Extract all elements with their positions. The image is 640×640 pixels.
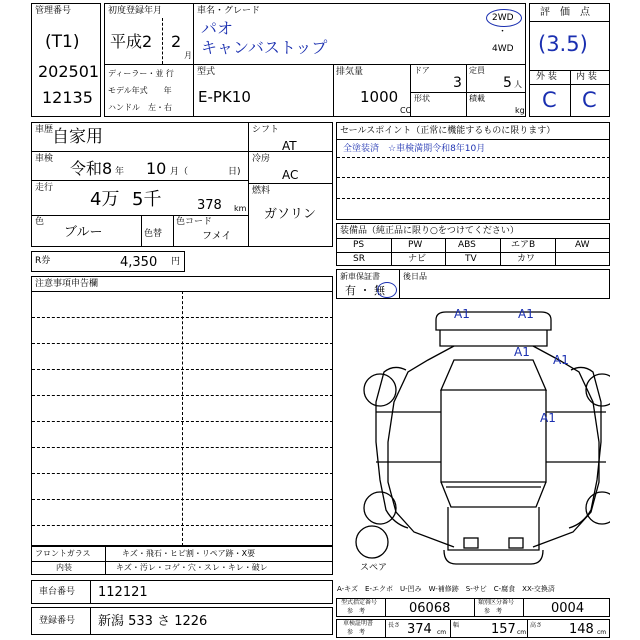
recycle-value: 4,350 [120,255,158,270]
sales-point-label: セールスポイント（正常に機能するものに限ります） [340,126,556,136]
mileage-thousands: 5千 [132,189,162,210]
history-label: 車歴 [35,125,54,135]
plate-label: 登録番号 [39,616,76,626]
equip-ps: PS [353,240,365,250]
classification-label-ref: 参 考 [484,608,503,615]
plate-box [31,607,333,635]
displacement-label: 排気量 [336,67,364,77]
first-registration-era: 平成2 [110,32,153,51]
inspection-label: 車検 [35,154,54,164]
front-glass-text: キズ・飛石・ヒビ割・リペア跡・X要 [122,549,256,558]
handle-label: ハンドル 左・右 [108,103,172,112]
model-type: E-PK10 [198,88,251,106]
chassis-number: 112121 [98,585,148,600]
vehicle-info-box [104,3,526,117]
displacement-unit: CC [400,106,412,115]
equip-airbag: エアB [511,240,536,250]
damage-mark-right-front: A1 [514,345,530,359]
length-value: 374 [407,622,432,637]
equipment-label: 装備品（純正品に限り○をつけてください） [340,226,519,236]
recycle-label: R券 [35,256,51,266]
sales-point-line-1: 全塗装済 ☆車検満期令和8年10月 [343,144,486,154]
history-box [31,122,333,247]
damage-mark-front-right: A1 [518,307,534,321]
capacity-unit: 人 [514,80,522,89]
color-change-label: 色替 [144,229,163,239]
month-unit: 月 [184,51,192,60]
interior-condition-text: キズ・汚レ・コゲ・穴・スレ・キレ・破レ [116,563,268,572]
length-label: 長さ [388,622,401,629]
color-label: 色 [35,217,45,227]
drive-separator: ・ [498,27,508,37]
mileage-rest: 378 [197,198,222,213]
management-box [31,3,101,117]
chassis-label: 車台番号 [39,587,76,597]
notes-label: 注意事項申告欄 [35,279,99,289]
equipment-box [336,223,610,266]
shift-value: AT [282,139,297,153]
equip-tv: TV [465,254,477,264]
color-code-value: フメイ [202,231,232,242]
length-unit: cm [437,629,447,636]
recycle-unit: 円 [171,257,181,267]
door-label: ドア [414,66,430,75]
drive-4wd: 4WD [492,44,514,54]
width-value: 157 [491,622,516,637]
damage-mark-right-rear: A1 [540,411,556,425]
notes-box [31,276,333,546]
mileage-label: 走行 [35,183,54,193]
management-number-2: 12135 [42,88,93,107]
exterior-grade: C [542,88,557,112]
classification-number: 0004 [551,601,585,616]
glass-box [31,546,333,575]
damage-mark-front-left: A1 [454,307,470,321]
recycle-box [31,251,185,272]
equip-abs: ABS [458,240,476,250]
shape-label: 形状 [414,94,430,103]
rating-score: (3.5) [538,32,588,56]
management-prefix: (T1) [45,32,80,52]
inspection-year: 令和8 [70,159,113,178]
ac-value: AC [282,168,299,182]
car-name: パオ [201,19,234,38]
fuel-label: 燃料 [252,186,271,196]
color-value: ブルー [64,225,103,240]
chassis-box [31,580,333,604]
exterior-label: 外 装 [536,72,557,82]
inspection-month: 10 [146,159,167,178]
ac-label: 冷房 [252,154,271,164]
mileage-unit: km [234,204,247,213]
car-grade: キャンバストップ [201,38,328,57]
later-items-label: 後日品 [403,272,427,281]
capacity-value: 5 [503,75,512,91]
equip-leather: カワ [517,254,536,264]
displacement-value: 1000 [360,88,399,106]
dimensions-label-ref: 参 考 [347,629,366,636]
inspection-day-unit: 日) [228,167,241,177]
warranty-label: 新車保証書 [340,272,380,281]
car-damage-diagram [336,302,610,578]
height-label: 高さ [530,622,543,629]
sales-point-box [336,122,610,220]
spare-label: スペア [360,563,388,573]
equip-aw: AW [575,240,590,250]
color-code-label: 色コード [176,217,213,227]
inspection-year-unit: 年 [115,167,125,177]
model-year-label: モデル年式 年 [108,86,172,95]
inspection-month-unit: 月（ [170,167,189,177]
drive-2wd: 2WD [492,13,514,23]
classification-label: 類別区分番号 [478,599,515,606]
dimensions-box [336,619,610,638]
first-registration-label: 初度登録年月 [108,6,163,16]
height-value: 148 [569,622,594,637]
designation-label-ref: 参 考 [347,608,366,615]
load-unit: kg [515,106,525,115]
rating-box [529,3,610,117]
shift-label: シフト [252,125,280,135]
equip-navi: ナビ [408,254,427,264]
fuel-value: ガソリン [264,207,317,222]
front-glass-label: フロントガラス [35,549,91,558]
dimensions-label: 車検証明書 [343,620,374,627]
warranty-value: 有 ・ 無 [345,284,385,297]
height-unit: cm [597,629,607,636]
management-number-1: 202501 [38,62,100,81]
rating-label: 評 価 点 [540,7,590,18]
designation-box [336,598,610,617]
dealer-label: ディーラー・並 行 [108,69,174,78]
first-registration-month: 2 [171,32,182,51]
damage-legend: A-キズ E-エクボ U-凹み W-補修跡 S-サビ C-腐食 XX-交換済 [337,585,555,593]
car-name-label: 車名・グレード [197,6,261,16]
load-label: 積載 [469,94,485,103]
mileage-ten-thousands: 4万 [90,189,120,210]
designation-number: 06068 [409,601,451,616]
interior-grade: C [582,88,597,112]
equip-sr: SR [353,254,365,264]
capacity-label: 定員 [469,66,485,75]
interior-label: 内 装 [576,72,597,82]
designation-label: 型式指定番号 [341,599,378,606]
interior-glass-label: 内装 [56,563,72,572]
damage-mark-right-side: A1 [553,353,569,367]
management-label: 管理番号 [35,6,72,16]
warranty-circle [377,282,397,298]
warranty-box [336,269,610,299]
history-value: 自家用 [52,127,103,147]
model-type-label: 型式 [197,67,216,77]
door-count: 3 [453,75,462,91]
width-unit: cm [517,629,527,636]
width-label: 幅 [453,622,460,629]
plate-number: 新潟 533 さ 1226 [98,614,208,629]
equip-pw: PW [408,240,423,250]
